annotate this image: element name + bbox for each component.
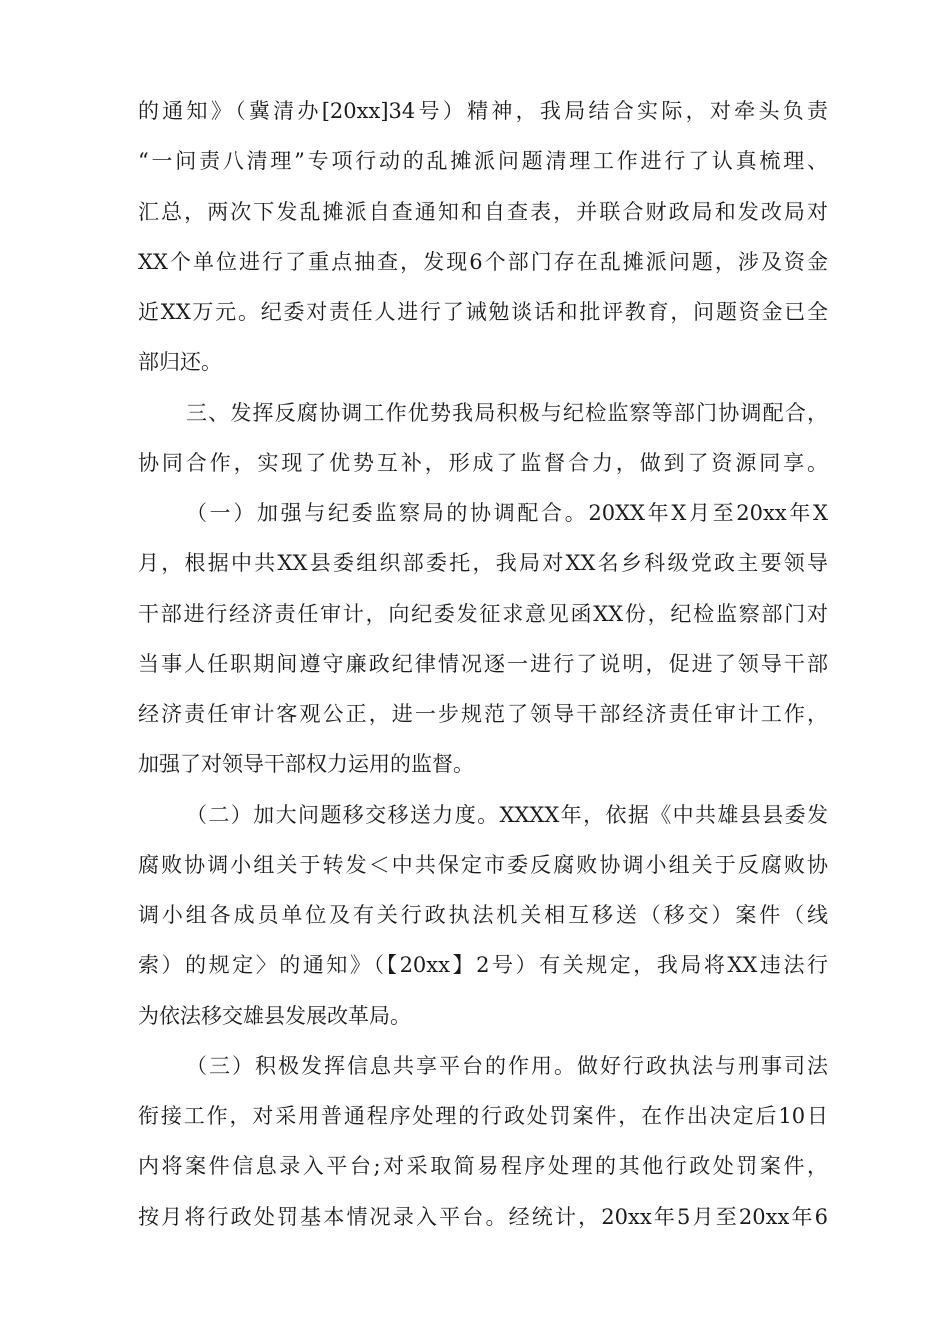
- text-line: 月，根据中共XX县委组织部委托，我局对XX名乡科级党政主要领导: [138, 551, 828, 575]
- text-line: 衔接工作，对采用普通程序处理的行政处罚案件，在作出决定后10日: [138, 1104, 828, 1128]
- text-line: XX个单位进行了重点抽查，发现6个部门存在乱摊派问题，涉及资金: [138, 250, 828, 274]
- text-line: 干部进行经济责任审计，向纪委发征求意见函XX份，纪检监察部门对: [138, 602, 828, 626]
- text-line: 索）的规定〉的通知》（【20xx】2号）有关规定，我局将XX违法行: [138, 953, 828, 977]
- text-line: 按月将行政处罚基本情况录入平台。经统计，20xx年5月至20xx年6: [138, 1205, 828, 1229]
- text-line: “一问责八清理”专项行动的乱摊派问题清理工作进行了认真梳理、: [138, 149, 828, 173]
- text-line: 的通知》（冀清办[20xx]34号）精神，我局结合实际，对牵头负责: [138, 99, 828, 123]
- text-line: 协同合作，实现了优势互补，形成了监督合力，做到了资源同享。: [138, 451, 828, 475]
- text-line: 部归还。: [138, 350, 222, 374]
- text-line: 调小组各成员单位及有关行政执法机关相互移送（移交）案件（线: [138, 903, 828, 927]
- section-heading-line: 三、发挥反腐协调工作优势我局积极与纪检监察等部门协调配合，: [186, 401, 828, 425]
- text-line: 汇总，两次下发乱摊派自查通知和自查表，并联合财政局和发改局对: [138, 200, 828, 224]
- text-line: 近XX万元。纪委对责任人进行了诫勉谈话和批评教育，问题资金已全: [138, 300, 828, 324]
- text-line: 腐败协调小组关于转发＜中共保定市委反腐败协调小组关于反腐败协: [138, 853, 828, 877]
- text-line: 为依法移交雄县发展改革局。: [138, 1004, 411, 1028]
- subsection-line: （一）加强与纪委监察局的协调配合。20XX年X月至20xx年X: [186, 501, 828, 525]
- text-line: 加强了对领导干部权力运用的监督。: [138, 752, 474, 776]
- text-line: 当事人任职期间遵守廉政纪律情况逐一进行了说明，促进了领导干部: [138, 652, 828, 676]
- subsection-line: （三）积极发挥信息共享平台的作用。做好行政执法与刑事司法: [186, 1054, 828, 1078]
- text-line: 内将案件信息录入平台;对采取简易程序处理的其他行政处罚案件，: [138, 1154, 828, 1178]
- subsection-line: （二）加大问题移交移送力度。XXXX年，依据《中共雄县县委发: [186, 803, 828, 827]
- text-line: 经济责任审计客观公正，进一步规范了领导干部经济责任审计工作，: [138, 702, 828, 726]
